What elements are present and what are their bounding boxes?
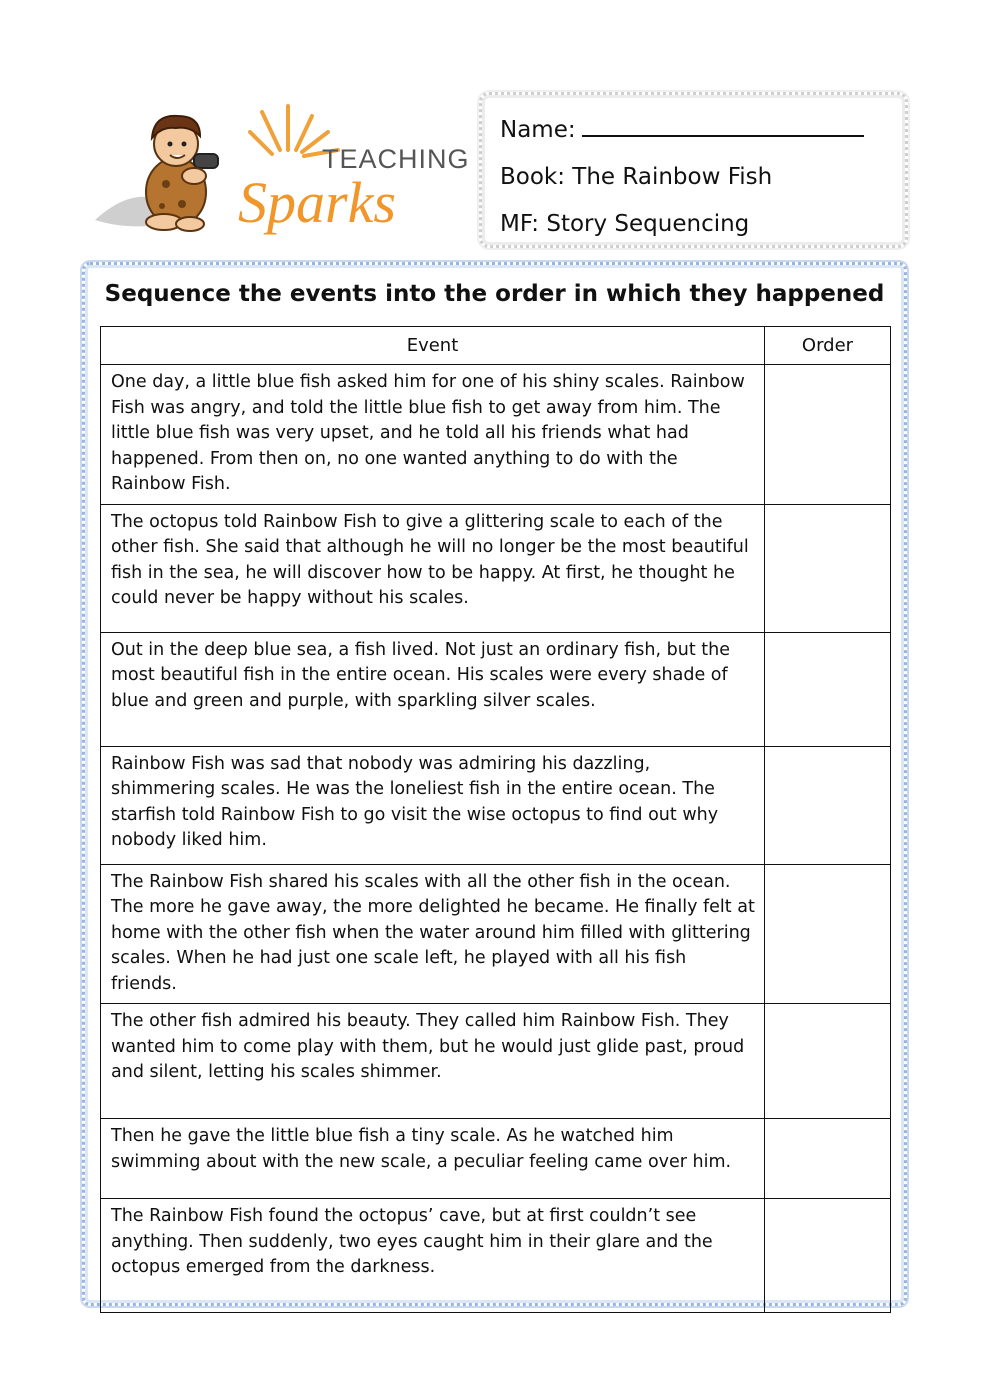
mf-line: MF: Story Sequencing [500,211,750,237]
event-cell: The Rainbow Fish found the octopus’ cave, but at first couldn’t see anything. Then suddenly, two eyes caught him in their glare and the octopus emerged from the darkness. [101,1199,765,1313]
sequence-table [100,326,891,1313]
event-column-header: Event [101,327,765,365]
event-cell: The octopus told Rainbow Fish to give a glittering scale to each of the other fish. She said that although he will no longer be the most beautiful fish in the sea, he will discover how to be happy. At first, he thought he could never be happy without his scales. [101,504,765,632]
event-cell: Rainbow Fish was sad that nobody was admiring his dazzling, shimmering scales. He was the loneliest fish in the entire ocean. The starfish told Rainbow Fish to go visit the wise octopus to find out why nobody liked him. [101,746,765,864]
event-cell: One day, a little blue fish asked him for one of his shiny scales. Rainbow Fish was angry, and told the little blue fish to get away from him. The little blue fish was very upset, and he told all his friends what had happened. From then on, no one wanted anything to do with the Rainbow Fish. [101,365,765,505]
event-cell: The other fish admired his beauty. They called him Rainbow Fish. They wanted him to come play with them, but he would just glide past, proud and silent, letting his scales shimmer. [101,1004,765,1119]
table-row [101,365,891,505]
table-row [101,1199,891,1313]
table-row [101,1004,891,1119]
table-header-row [101,327,891,365]
caveman-mascot-icon [90,92,470,242]
teaching-sparks-logo [90,92,470,242]
order-cell[interactable] [765,632,891,746]
order-cell[interactable] [765,746,891,864]
order-cell[interactable] [765,864,891,1004]
table-row [101,864,891,1004]
table-row [101,632,891,746]
logo-sparks-text: Sparks [238,170,396,235]
event-cell: Out in the deep blue sea, a fish lived. Not just an ordinary fish, but the most beautiful fish in the entire ocean. His scales were every shade of blue and green and purple, with sparkling silver scales. [101,632,765,746]
logo-teaching-text: TEACHING [322,144,470,174]
event-cell: Then he gave the little blue fish a tiny scale. As he watched him swimming about with the new scale, a peculiar feeling came over him. [101,1119,765,1199]
order-cell[interactable] [765,504,891,632]
order-column-header: Order [765,327,891,365]
order-cell[interactable] [765,1199,891,1313]
table-row [101,746,891,864]
order-cell[interactable] [765,1004,891,1119]
table-row [101,1119,891,1199]
book-line: Book: The Rainbow Fish [500,164,773,190]
event-cell: The Rainbow Fish shared his scales with all the other fish in the ocean. The more he gave away, the more delighted he became. He finally felt at home with the other fish when the water around him filled with glittering scales. When he had just one scale left, he played with all his fish friends. [101,864,765,1004]
name-label: Name: [500,117,576,143]
name-blank-field[interactable] [582,113,864,137]
name-line[interactable] [500,107,887,154]
student-info-box [479,92,908,248]
worksheet-heading: Sequence the events into the order in which they happened [104,281,885,307]
table-row [101,504,891,632]
order-cell[interactable] [765,1119,891,1199]
order-cell[interactable] [765,365,891,505]
